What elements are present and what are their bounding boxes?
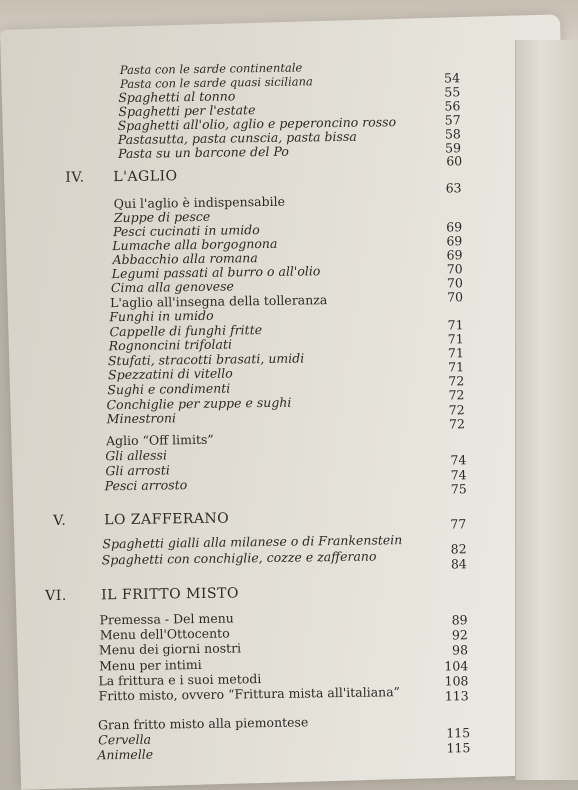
- toc-entry: Aglio “Off limits”: [105, 431, 214, 449]
- toc-entry: Pastasutta, pasta cunscia, pasta bissa: [117, 128, 357, 148]
- chapter-number: VI.: [45, 587, 67, 605]
- toc-entry: Sughi e condimenti: [107, 380, 231, 398]
- toc-entry: Spezzatini di vitello: [108, 365, 233, 383]
- toc-entry: Animelle: [97, 746, 154, 763]
- toc-entry: Menu per intimi: [99, 656, 202, 674]
- toc-entry: Menu dell'Ottocento: [99, 625, 230, 643]
- toc-entry: Legumi passati al burro o all'olio: [111, 263, 321, 282]
- chapter-title: LO ZAFFERANO: [104, 510, 230, 529]
- page-number: 75: [450, 481, 467, 497]
- toc-entry: Funghi in umido: [109, 307, 214, 325]
- page-number: 71: [447, 317, 464, 333]
- page-number: 84: [450, 556, 467, 572]
- toc-entry: Stufati, stracotti brasati, umidi: [107, 350, 305, 369]
- page-number: 71: [448, 359, 465, 375]
- page-number: 57: [444, 112, 461, 128]
- page-number: 74: [450, 467, 467, 483]
- page-number: 92: [451, 627, 468, 643]
- page-number: 56: [444, 98, 461, 114]
- toc-entry: Spaghetti per l'estate: [118, 102, 256, 120]
- page-number: 70: [447, 289, 464, 305]
- toc-entry: Spaghetti al tonno: [118, 88, 236, 106]
- toc-entry: Gli arrosti: [105, 462, 170, 479]
- page-number: 72: [448, 416, 465, 432]
- page-number: 70: [446, 275, 463, 291]
- page-number: 113: [444, 688, 469, 704]
- page-number: 115: [446, 725, 471, 741]
- page-number: 70: [446, 261, 463, 277]
- page-number: 60: [446, 153, 463, 169]
- toc-entry: Menu dei giorni nostri: [98, 640, 242, 658]
- toc-entry: Pasta con le sarde quasi siciliana: [119, 74, 313, 92]
- toc-entry: Minestroni: [106, 410, 177, 427]
- page-number: 72: [448, 402, 465, 418]
- page-number: 115: [446, 740, 471, 756]
- page-number: 63: [445, 180, 462, 196]
- toc-entry: Gli allessi: [105, 447, 167, 464]
- toc-entry: Conchiglie per zuppe e sughi: [106, 394, 292, 413]
- page-number: 54: [443, 70, 461, 86]
- toc-entry: Pesci arrosto: [104, 477, 188, 494]
- toc-entry: Spaghetti all'olio, aglio e peperoncino rosso: [117, 114, 397, 134]
- page-number: 55: [444, 84, 461, 100]
- toc-entry: Pasta con le sarde continentale: [119, 60, 303, 78]
- toc-entry: Pesci cucinati in umido: [113, 222, 260, 240]
- page-number: 104: [444, 658, 469, 674]
- page-number: 71: [447, 331, 464, 347]
- toc-entry: Premessa - Del menu: [99, 610, 234, 628]
- toc-entry: Zuppe di pesce: [113, 208, 211, 226]
- page-number: 58: [444, 126, 461, 142]
- toc-entry: Cervella: [98, 731, 152, 748]
- toc-entry: Qui l'aglio è indispensabile: [113, 193, 286, 212]
- toc-entry: Cima alla genovese: [110, 278, 234, 296]
- page-number: 69: [446, 233, 463, 249]
- page-number: 72: [448, 373, 465, 389]
- toc-entry: Spaghetti con conchiglie, cozze e zafferano: [101, 548, 377, 568]
- toc-entry: Pasta su un barcone del Po: [117, 143, 289, 162]
- page-number: 71: [447, 345, 464, 361]
- toc-entry: Rognoncini trifolati: [108, 336, 233, 354]
- page-number: 69: [446, 219, 463, 235]
- chapter-title: IL FRITTO MISTO: [101, 585, 240, 604]
- page-number: 72: [448, 387, 465, 403]
- toc-entry: Abbacchio alla romana: [112, 250, 258, 268]
- chapter-number: IV.: [65, 169, 85, 186]
- page-number: 74: [450, 452, 467, 468]
- toc-entry: Lumache alla borgognona: [112, 235, 278, 254]
- page-number: 89: [451, 612, 468, 628]
- toc-entry: Fritto misto, ovvero “Frittura mista all'italiana”: [98, 684, 401, 704]
- toc-entry: La frittura e i suoi metodi: [98, 671, 262, 689]
- chapter-number: V.: [53, 512, 67, 529]
- page-number: 69: [446, 247, 463, 263]
- toc-entry: L'aglio all'insegna della tolleranza: [110, 292, 328, 311]
- toc-entry: Spaghetti gialli alla milanese o di Frankenstein: [102, 532, 403, 552]
- page-number: 108: [444, 673, 469, 689]
- toc-entry: Cappelle di funghi fritte: [109, 322, 263, 340]
- chapter-title: L'AGLIO: [113, 168, 178, 186]
- page-number: 77: [450, 516, 467, 532]
- page-number: 98: [451, 642, 469, 658]
- page-number: 59: [444, 140, 462, 156]
- page-number: 82: [450, 541, 467, 557]
- toc-entry: Gran fritto misto alla piemontese: [97, 714, 309, 733]
